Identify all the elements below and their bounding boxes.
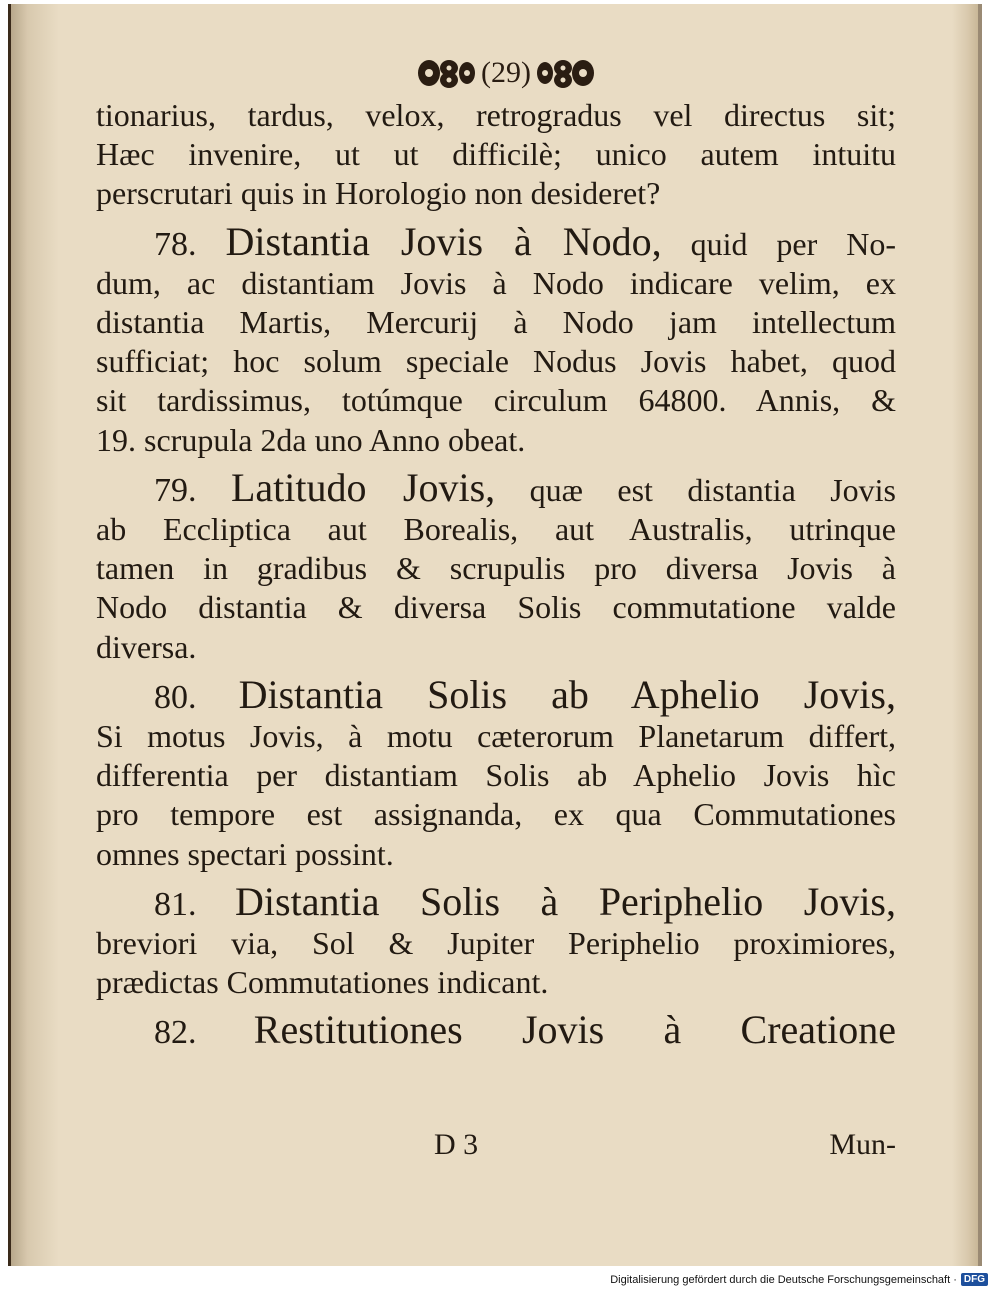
section-number: 79. [154, 471, 197, 509]
section-heading-line [96, 1007, 896, 1053]
floral-ornament-right-icon [535, 54, 597, 92]
text-line: pro tempore est assignanda, ex qua Commutationes [96, 796, 896, 833]
section-heading-line [96, 464, 897, 510]
text-line: prædictas Commutationes indicant. [96, 964, 549, 1001]
section-title: Distantia Jovis à Nodo, [225, 218, 662, 264]
dfg-logo-icon: DFG [961, 1273, 988, 1286]
floral-ornament-left-icon [415, 54, 477, 92]
text-line: dum, ac distantiam Jovis à Nodo indicare velim, ex [96, 264, 896, 301]
credit-text: Digitalisierung gefördert durch die Deutsche Forschungsgemeinschaft · [610, 1273, 957, 1286]
section-number: 78. [154, 225, 197, 263]
text-line: tamen in gradibus & scrupulis pro diversa Jovis à [96, 550, 896, 587]
page-footer [96, 1128, 896, 1168]
text-line: 19. scrupula 2da uno Anno obeat. [96, 421, 526, 458]
page-gutter-shadow [11, 4, 59, 1266]
section-heading-line [96, 878, 896, 924]
text-line: differentia per distantiam Solis ab Aphelio Jovis hìc [96, 757, 896, 794]
signature-mark: D 3 [434, 1128, 479, 1161]
section-heading-line [96, 218, 896, 264]
section-title: Distantia Solis ab Aphelio Jovis, [238, 671, 896, 717]
text-line: sufficiat; hoc solum speciale Nodus Jovis habet, quod [96, 343, 896, 380]
section-continuation: quæ est distantia Jovis [495, 471, 897, 508]
digitization-credit [610, 1273, 988, 1286]
text-line: distantia Martis, Mercurij à Nodo jam intellectum [96, 304, 896, 341]
text-line: Nodo distantia & diversa Solis commutatione valde [96, 589, 896, 626]
text-line: sit tardissimus, totúmque circulum 64800. Annis, & [96, 382, 896, 419]
text-line: perscrutari quis in Horologio non desideret? [96, 175, 661, 212]
section-number: 80. [154, 678, 197, 716]
text-line: Hæc invenire, ut ut difficilè; unico autem intuitu [96, 136, 896, 173]
text-line: diversa. [96, 628, 197, 665]
section-continuation: quid per No- [661, 225, 896, 262]
section-title: Latitudo Jovis, [230, 464, 496, 510]
page-edge [952, 4, 978, 1266]
section-heading-line [96, 671, 896, 717]
page-header [396, 46, 616, 100]
text-line: omnes spectari possint. [96, 835, 394, 872]
text-line: Si motus Jovis, à motu cæterorum Planetarum differt, [96, 718, 896, 755]
section-number: 81. [154, 885, 197, 923]
text-line: tionarius, tardus, velox, retrogradus vel directus sit; [96, 97, 896, 133]
body-text [96, 96, 896, 1053]
page-number: (29) [481, 56, 531, 89]
section-title: Distantia Solis à Periphelio Jovis, [235, 878, 896, 924]
section-title: Restitutiones Jovis à Creatione [253, 1007, 896, 1053]
text-line: ab Eccliptica aut Borealis, aut Australis, utrinque [96, 511, 896, 548]
text-line: breviori via, Sol & Jupiter Periphelio proximiores, [96, 925, 896, 962]
section-number: 82. [154, 1014, 197, 1052]
catchword: Mun- [829, 1128, 896, 1161]
